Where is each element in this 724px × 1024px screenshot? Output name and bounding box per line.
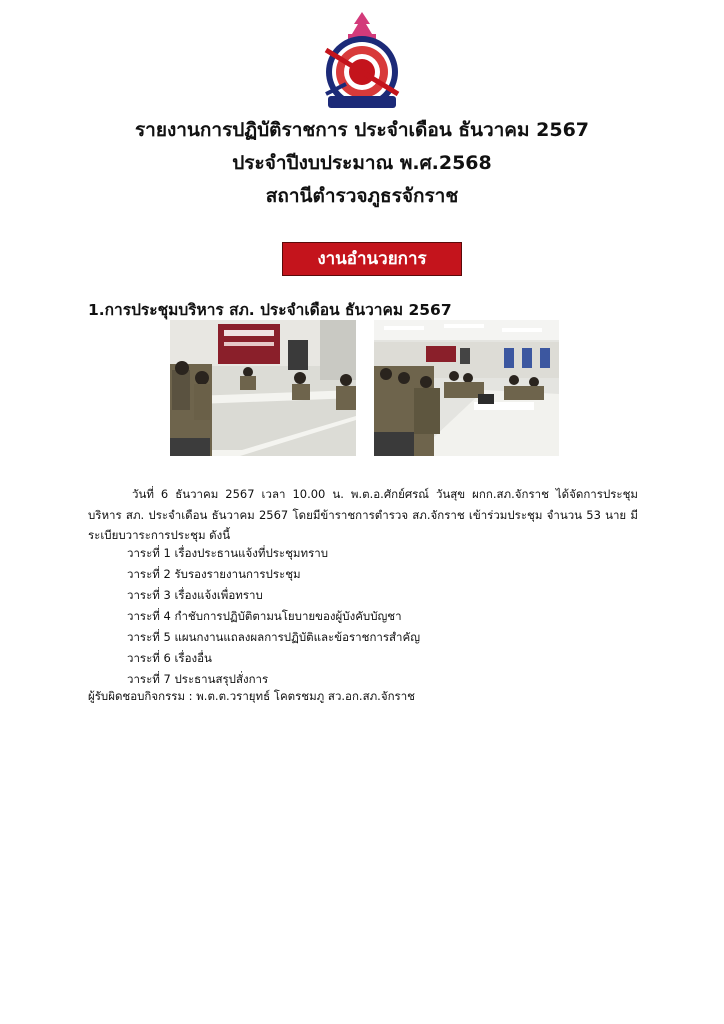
responsible-person: ผู้รับผิดชอบกิจกรรม : พ.ต.ต.วรายุทธ์ โคตรชมภู สว.อก.สภ.จักราช bbox=[88, 689, 415, 703]
agenda-item: วาระที่ 7 ประธานสรุปสั่งการ bbox=[127, 672, 269, 686]
report-title: รายงานการปฏิบัติราชการ ประจำเดือน ธันวาคม 2567 bbox=[134, 119, 590, 141]
agenda-item: วาระที่ 4 กำชับการปฏิบัติตามนโยบายของผู้บังคับบัญชา bbox=[127, 609, 402, 623]
agenda-item: วาระที่ 5 แผนกงานแถลงผลการปฏิบัติและข้อราชการสำคัญ bbox=[127, 630, 421, 644]
agenda-item: วาระที่ 1 เรื่องประธานแจ้งที่ประชุมทราบ bbox=[127, 546, 328, 560]
fiscal-year-title: ประจำปีงบประมาณ พ.ศ.2568 bbox=[232, 152, 492, 174]
station-name: สถานีตำรวจภูธรจักราช bbox=[265, 185, 459, 207]
department-badge: งานอำนวยการ bbox=[282, 242, 462, 276]
meeting-photo-2 bbox=[374, 320, 559, 456]
meeting-description: วันที่ 6 ธันวาคม 2567 เวลา 10.00 น. พ.ต.อ.ศักย์ศรณ์ วันสุข ผกก.สภ.จักราช ได้จัดการประชุมบริหาร สภ. ประจำเดือน ธันวาคม 2567 โดยมีข้าราชการตำรวจ สภ.จักราช เข้าร่วมประชุม จำนวน 53 นาย มีระเบียบวาระการประชุม ดังนี้ bbox=[88, 487, 638, 542]
agenda-item: วาระที่ 2 รับรองรายงานการประชุม bbox=[127, 567, 301, 581]
section-heading: 1.การประชุมบริหาร สภ. ประจำเดือน ธันวาคม 2567 bbox=[88, 301, 452, 319]
agenda-item: วาระที่ 3 เรื่องแจ้งเพื่อทราบ bbox=[127, 588, 263, 602]
agenda-item: วาระที่ 6 เรื่องอื่น bbox=[127, 651, 212, 665]
police-station-emblem-icon bbox=[318, 10, 406, 114]
meeting-photo-1 bbox=[170, 320, 356, 456]
